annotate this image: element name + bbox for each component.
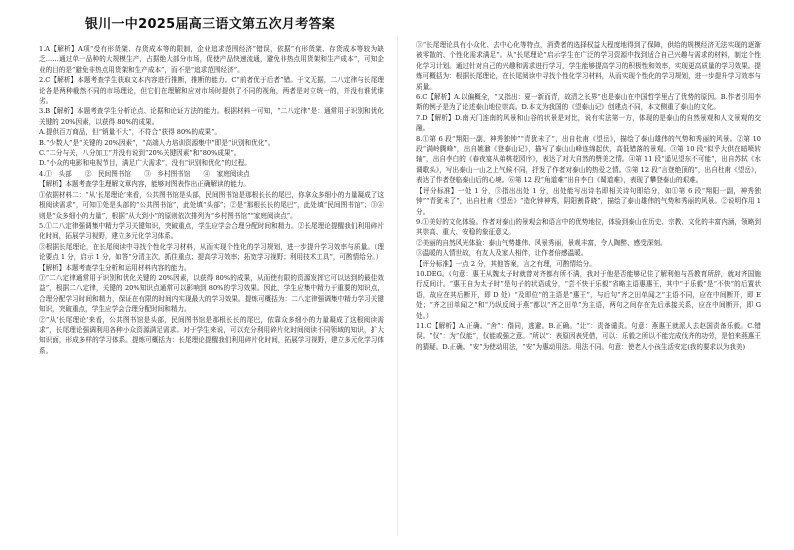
right-column bbox=[416, 40, 761, 352]
paragraph: 4.① 头部 ② 民间图书馆 ③ 乡村图书馆 ④ 家庭阅读点 bbox=[39, 169, 250, 178]
paragraph: ②“从‘长尾理论’来看，公共图书馆是头部，民间图书馆是那根长长的尾巴，依靠众多细小的力量凝成了这根阅读需求”，长尾理论强调利用各种小众资源满足需求。对于学生来说，可以充分利用碎片化时间阅读不同领域的知识，扩大知识面，形成多样的学习体系。提炼可概括为：长尾理论提醒我们利用碎片化时间，拓展学习视野，建立多元化学习体系。 bbox=[39, 315, 384, 355]
paragraph: B.“少数人”是“关键的 20%因素”，“高端人力培训资源集中”即是“识别和优化”。 bbox=[39, 138, 275, 147]
paragraph: ①“二八定律通常用于识别和优化关键的 20%因素，以获得 80%的成果，从而使有限的资源发挥它可以达到的最佳效益”，根据二八定律，关键的 20%知识点通常可以影响到 80%的学习效果。因此，学生应集中精力于重要的知识点，合理分配学习时间和精力，保证在有限的时间内实现最大的学习效果。提炼可概括为：二八定律强调集中精力学习关键知识，突破重点，学生应学会合理分配时间和精力。 bbox=[39, 273, 384, 314]
paragraph: 3.B【解析】本题考查学生分析论点、论据和论证方法的能力。根据材料一可知，“二八定律”是：通常用于识别和优化关键的 20%因素，以获得 80%的成果。 bbox=[39, 107, 384, 126]
paragraph: D.“小众的电影和电视节目，满足广大需求”，没有“识别和优化”的过程。 bbox=[39, 159, 251, 168]
paragraph: 【评分标准】一处 1 分，③指出出处 1 分，出处能写出诗名即相关诗句即给分，如①第 6 段“翔阳一副，神秀独钟”“青犹未了”，出自杜甫《望岳》“造化钟神秀，阴阳割昏晓”，描绘了泰山雄伟的气势和秀丽的风景。②说明作用 1 分。 bbox=[416, 186, 761, 216]
paragraph: 7.D【解析】D.南天门连南的风景和山谷的状景是对比，说有实法第一方，体现的是泰山的自然景观和人文景观的交融。 bbox=[416, 113, 761, 133]
paragraph: 11.C【解析】A.正确。“舍”：偕同，逃避。B.正确。“让”：责备谴责。句意：燕惠王就派人去赵国责备乐毅。C.错误。“仅”：为“仅能”，仅能或强之意。“所以”：表原因表凭借，可以：乐毅之所以不能完成伐齐的功劳，是怕来燕惠王的猜疑。D.正确。“安”为使动用法，“安”为惠动用法。用法不同。句意：使老人小孩生活安定(我的要求以为我美) bbox=[416, 321, 761, 351]
left-column bbox=[39, 44, 384, 356]
paragraph: 【解析】本题考查学生分析和运用材料内容的能力。 bbox=[39, 263, 191, 272]
paragraph: 8.①第 6 段“翔阳一副，神秀独钟”“青犹未了”，出自杜甫《望岳》，描绘了泰山雄伟的气势和秀丽的风景。②第 10 段“满岭腾峰”，出自姚鼐《登泰山记》，描写了泰山山峰连绵起伏，高低错落的景观。③第 10 段“似乎大供在暗喷转轴”，出自李白的《春夜宴从弟桃花园序》，表达了对大自然的赞美之情。④第 11 段“遥见望东不可能”，出自苏轼《水调歌头》，写出泰山一山之上气候不同，抒发了作者对泰山的热爱之情。⑤第 12 段“言登绝顶的”，出自杜甫《望岳》，表达了作者登临泰山后的心境。⑥第 12 段“角道难”出自李白《蜀道难》，表现了攀登泰山的艰难。 bbox=[416, 134, 761, 185]
paragraph: 【评分标准】一点 2 分，其他答案，言之有理，可酌情给分。 bbox=[416, 259, 596, 268]
paragraph: 【解析】本题考查学生理解文章内容，能够对图表作出正确解读的能力。 bbox=[39, 180, 250, 189]
paragraph: 1.A【解析】A项“受有形货架、存货成本等的限制，企业追求范围经济”错误，依据“有形货架、存货成本等较为缺乏……通过单一品种的大规模生产，占据绝大部分市场，促使产品快速流通，避免非热点用货架和生产成本”，可知企业的目的是“避免非热点用货架和生产成本”，而不是“追求范围经济”。 bbox=[39, 45, 384, 74]
paragraph: ③温暖的人情世故，有友人及家人相伴，让作者倍感温暖。 bbox=[416, 249, 588, 258]
paragraph: A.提供百万商品，但“销量不大”，不符合“获得 80%的成果”。 bbox=[39, 128, 222, 137]
page-title: 银川一中2025届高三语文第五次月考答案 bbox=[84, 17, 336, 32]
paragraph: ③“长尾理论具有小众化、去中心化等特点，消费者的选择权益大程度地得到了保障，供给的规模经济无法实现的逐渐被零散的、个性化需求满足”。从“长尾理论”启示学生在广泛的学习资源中找到适合自己兴趣与需求的材料，制定个性化学习计划。通过针对自己的兴趣和需求进行学习，学生能够提高学习的积极性和效率，实现更高质量的学习效果。提炼可概括为：根据长尾理论，在长尾阅读中寻找个性化学习材料，从而实现个性化的学习规划，进一步提升学习效率与质量。 bbox=[416, 41, 761, 91]
paragraph: ②美丽的自然风光体验：泰山气势雄伟、风景秀丽，景观丰富，令人陶醉、感受深刻。 bbox=[416, 238, 667, 247]
column-divider bbox=[397, 36, 398, 536]
paragraph: 9.①美好的文化体验。作者对泰山的景观会和语言中的优势地位，体验到泰山在历史、宗教、文化的丰富内涵，领略到其崇高、重大、安稳的象征意义。 bbox=[416, 217, 761, 237]
paragraph: ③根据长尾理论，在长尾阅读中寻找个性化学习材料，从而实现个性化的学习规划，进一步提升学习效率与质量。（理论要点 1 分，启示 1 分，如答“分清主次，抓住重点；提高学习效率；拓宽学习视野；利用技术工具”，可酌情给分。） bbox=[39, 242, 384, 262]
paragraph: 10.DEG。（句意：惠王从魏太子时就曾对齐都有所不满，我对于他是否能够记住了解利他与吾教育所辞，就对齐国施行反间计。“惠王自为太子时”是句子的状语成分，“尝不快于乐毅”省略主语惠惠王，其中“于乐毅”是“不快”的后置状语，故应在其后断开，即 D 处）“及即位”的主语是“惠王”，与后句“齐之田单闻之”主语不同，应在中间断开，即 E 处；“齐之田单闻之”和“乃纵反间于燕”都以“齐之田单”为主语，两句之间存在先后承接关系，应在中间断开，即 G 处。） bbox=[416, 269, 761, 320]
paragraph: ①依据材料二：“从‘长尾理论’来看，公共图书馆是头部，民间图书馆是那根长长的尾巴，你拿众多细小的力量凝成了这根阅读需求”，可知①处是头部的“公共图书馆”，此处填“头部”；②是“那根长长的尾巴”，此处填“民间图书馆”；③④则是“众多细小的力量”，根据“从大到小”的原则依次排列为“乡村图书馆”“家庭阅读点”。 bbox=[39, 190, 384, 220]
paragraph: 6.C【解析】A.以偏概全，“又指出：夏一新而青，故清之长界”也是泰山在中国哲学里占了优势的原因。B.作者引用李斯的例子是为了论述泰山地位崇高。D.本文为我国的《望泰山记》创建点不同，本文侧重了泰山的文化。 bbox=[416, 93, 761, 112]
paragraph: C.“二分与关，八分加工”并没有说到“20%关键因素”和“80%成果”。 bbox=[39, 149, 241, 158]
paragraph: 2.C【解析】本题考查学生获取文本内容进行推断，推断的能力。C“前者优于后者”错。于文无据，二八定律与长尾理论各是两种截然不同的市场理论，但它们在理解和应对市场时提供了不同的视角，两者是对立统一的，并没有谁优谁劣。 bbox=[39, 76, 384, 106]
paragraph: 5.①二八定律强调集中精力学习关键知识，突破重点，学生应学会合理分配时间和精力。②长尾理论提醒我们利用碎片化时间，拓展学习视野，建立多元化学习体系。 bbox=[39, 221, 384, 241]
